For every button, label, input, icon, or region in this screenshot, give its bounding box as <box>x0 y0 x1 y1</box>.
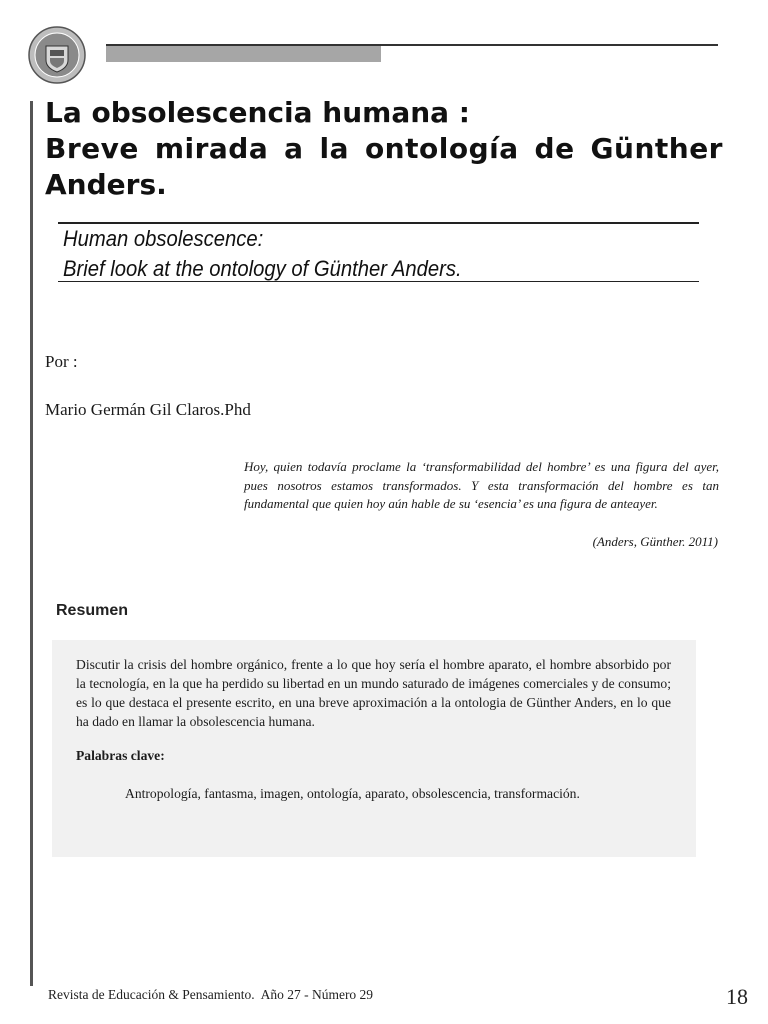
english-subtitle <box>63 224 652 284</box>
title-line-1: La obsolescencia humana : <box>45 96 470 129</box>
author-name: Mario Germán Gil Claros.Phd <box>45 400 251 419</box>
abstract-box <box>52 640 696 857</box>
subtitle-line-2: Brief look at the ontology of Günther Anders. <box>63 256 462 281</box>
subtitle-bottom-rule <box>58 281 699 282</box>
header-gray-bar <box>106 46 381 62</box>
keywords-label: Palabras clave: <box>76 748 165 763</box>
footer-journal-info: Revista de Educación & Pensamiento. Año 27 - Número 29 <box>48 987 374 1002</box>
page-number: 18 <box>726 984 748 1009</box>
left-margin-rule <box>30 101 33 986</box>
abstract-text: Discutir la crisis del hombre orgánico, frente a lo que hoy sería el hombre aparato, el hombre absorbido por la tecnología, en la que ha perdido su libertad en un mundo saturado de imágenes comerciales y de consumo; es lo que destaca el presente escrito, en una breve aproximación a la ontologia de Günther Anders, en lo que ha dado en llamar la obsolescencia humana. <box>76 657 671 729</box>
keywords-list: Antropología, fantasma, imagen, ontología, aparato, obsolescencia, transformación. <box>125 786 580 801</box>
byline-label: Por : <box>45 352 78 371</box>
epigraph-quote: Hoy, quien todavía proclame la ‘transformabilidad del hombre’ es una figura del ayer, pues nosotros estamos transformados. Y esta transformación del hombre es tan fundamental que quien hoy aún hable de su ‘esencia’ es una figura de anteayer. <box>244 459 719 511</box>
title-line-2: Breve mirada a la ontología de Günther <box>45 132 723 165</box>
title-line-3: Anders. <box>45 168 167 201</box>
article-title <box>45 95 723 203</box>
institution-seal-icon <box>28 26 86 84</box>
subtitle-line-1: Human obsolescence: <box>63 226 264 251</box>
epigraph-citation: (Anders, Günther. 2011) <box>592 534 718 549</box>
abstract-heading: Resumen <box>56 602 129 619</box>
